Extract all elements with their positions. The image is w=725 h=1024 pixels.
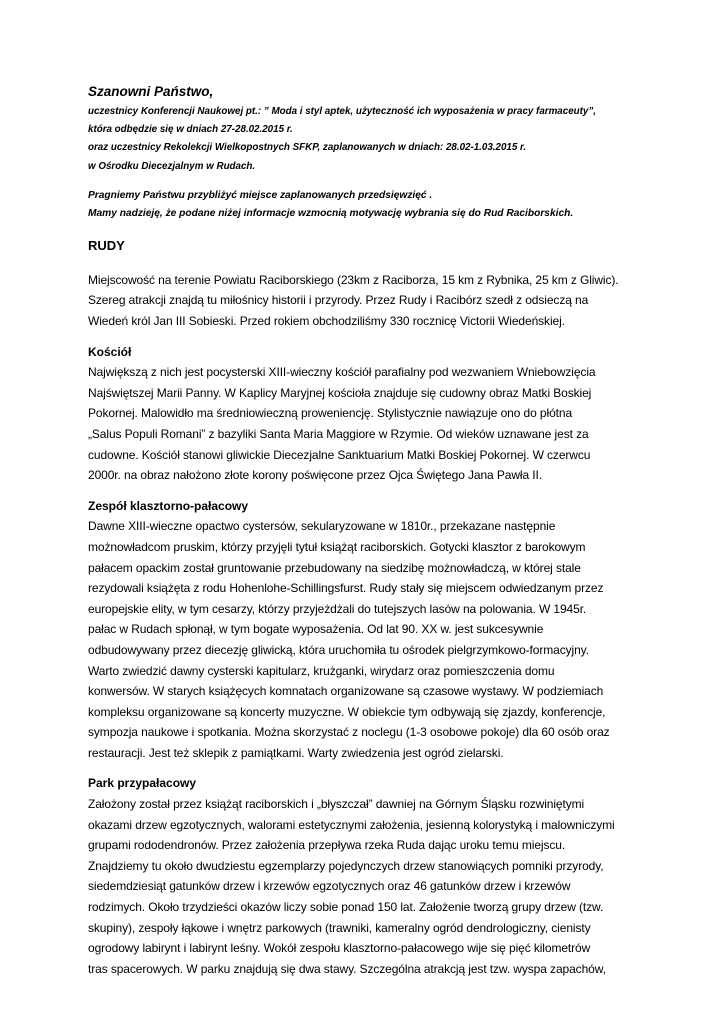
text-line: cudowne. Kościół stanowi gliwickie Diecezjalne Sanktuarium Matki Boskiej Pokornej. W czerwcu	[88, 447, 591, 462]
text-line: Najświętszej Marii Panny. W Kaplicy Maryjnej kościoła znajduje się cudowny obraz Matki Boskiej	[88, 385, 592, 400]
text-line: europejskie elity, w tym cesarzy, którzy przyjeżdżali do tutejszych lasów na polowania. W 1945r.	[88, 601, 587, 616]
text-line: tras spacerowych. W parku znajdują się dwa stawy. Szczególna atrakcją jest tzw. wyspa zapachów,	[88, 961, 606, 976]
section-heading: Park przypałacowy	[88, 776, 197, 791]
section-heading: Kościół	[88, 344, 132, 359]
text-line: Pokornej. Malowidło ma średniowieczną proweniencję. Stylistycznie nawiązuje ono do płótna	[88, 406, 573, 421]
text-line: rodzimych. Około trzydzieści okazów liczy sobie ponad 150 lat. Założenie tworzą grupy drzew (tzw.	[88, 900, 604, 915]
intro-line: uczestnicy Konferencji Naukowej pt.: ” Moda i styl aptek, użyteczność ich wyposażenia w pracy farmaceuty”,	[88, 106, 596, 117]
text-line: możnowładcom pruskim, którzy przyjęli tytuł książąt raciborskich. Gotycki klasztor z barokowym	[88, 539, 586, 554]
text-line: skupiny), zespoły łąkowe i wnętrz parkowych (trawniki, kameralny ogród dendrologiczny, cienisty	[88, 920, 591, 935]
text-line: Warto zwiedzić dawny cysterski kapitularz, krużganki, wirydarz oraz pomieszczenia domu	[88, 663, 555, 678]
text-line: 2000r. na obraz nałożono złote korony poświęcone przez Ojca Świętego Jana Pawła II.	[88, 468, 542, 483]
text-line: restauracji. Jest też sklepik z pamiątkami. Warty zwiedzenia jest ogród zielarski.	[88, 745, 504, 760]
text-line: rezydowali książęta z rodu Hohenlohe-Schillingsfurst. Rudy stały się miejscem odwiedzanym przez	[88, 581, 604, 596]
text-line: „Salus Populi Romani” z bazyliki Santa Maria Maggiore w Rzymie. Od wieków uznawane jest za	[88, 426, 589, 441]
text-line: grupami rododendronów. Przez założenia przepływa rzeka Ruda dając uroku temu miejscu.	[88, 838, 566, 853]
text-line: pałac w Rudach spłonął, w tym bogate wyposażenia. Od lat 90. XX w. jest sukcesywnie	[88, 622, 544, 637]
text-line: okazami drzew egzotycznych, walorami estetycznymi założenia, jesienną kolorystyką i malowniczymi	[88, 817, 615, 832]
paragraph-intro	[88, 270, 648, 332]
text-line: kompleksu organizowane są koncerty muzyczne. W obiekcie tym odbywają się zjazdy, konferencje,	[88, 704, 606, 719]
section-paragraph	[88, 794, 648, 979]
greeting: Szanowni Państwo,	[88, 84, 214, 99]
intro2-block	[88, 187, 648, 224]
text-line: pałacem opackim został gruntowanie przebudowany na siedzibę możnowładczą, w której stale	[88, 560, 581, 575]
section-kosciol	[88, 342, 648, 486]
text-line: Największą z nich jest pocysterski XIII-wieczny kościół parafialny pod wezwaniem Wniebowzięcia	[88, 365, 596, 380]
section-zespol	[88, 496, 648, 764]
text-line: Dawne XIII-wieczne opactwo cystersów, sekularyzowane w 1810r., przekazane następnie	[88, 519, 556, 534]
intro-line: w Ośrodku Diecezjalnym w Rudach.	[88, 160, 256, 172]
document-title: RUDY	[88, 237, 125, 253]
intro-line: oraz uczestnicy Rekolekcji Wielkopostnych SFKP, zaplanowanych w dniach: 28.02-1.03.2015 r.	[88, 142, 527, 154]
section-heading: Zespół klasztorno-pałacowy	[88, 498, 249, 513]
text-line: konwersów. W starych książęcych komnatach organizowane są czasowe wystawy. W podziemiach	[88, 684, 604, 699]
text-line: siedemdziesiąt gatunków drzew i krzewów egzotycznych oraz 46 gatunków drzew i krzewów	[88, 879, 571, 894]
intro2-line: Mamy nadzieję, że podane niżej informacje wzmocnią motywację wybrania się do Rud Raciborskich.	[88, 208, 574, 220]
text-line: Założony został przez książąt raciborskich i „błyszczał” dawniej na Górnym Śląsku rozwiniętymi	[88, 797, 585, 812]
intro-line: która odbędzie się w dniach 27-28.02.2015 r.	[88, 124, 293, 136]
document-page	[88, 84, 648, 979]
text-line: sympozja naukowe i spotkania. Można skorzystać z noclegu (1-3 osobowe pokoje) dla 60 osób oraz	[88, 725, 610, 740]
text-line: Miejscowość na terenie Powiatu Raciborskiego (23km z Raciborza, 15 km z Rybnika, 25 km z Gliwic).	[88, 272, 619, 287]
intro2-line: Pragniemy Państwu przybliżyć miejsce zaplanowanych przedsięwzięć .	[88, 189, 433, 201]
intro-block	[88, 103, 648, 176]
section-park	[88, 773, 648, 979]
section-paragraph	[88, 362, 648, 486]
section-paragraph	[88, 516, 648, 763]
text-line: Szereg atrakcji znajdą tu miłośnicy historii i przyrody. Przez Rudy i Racibórz szedł z odsieczą na	[88, 293, 589, 308]
text-line: ogrodowy labirynt i labirynt leśny. Wokół zespołu klasztorno-pałacowego wije się pięć kilometrów	[88, 941, 591, 956]
text-line: Znajdziemy tu około dwudziestu egzemplarzy pojedynczych drzew stanowiących pomniki przyrody,	[88, 858, 604, 873]
text-line: Wiedeń król Jan III Sobieski. Przed rokiem obchodziliśmy 330 rocznicę Victorii Wiedeńskiej.	[88, 314, 565, 328]
text-line: odbudowywany przez diecezję gliwicką, która uruchomiła tu ośrodek pielgrzymkowo-formacyjny.	[88, 642, 589, 657]
